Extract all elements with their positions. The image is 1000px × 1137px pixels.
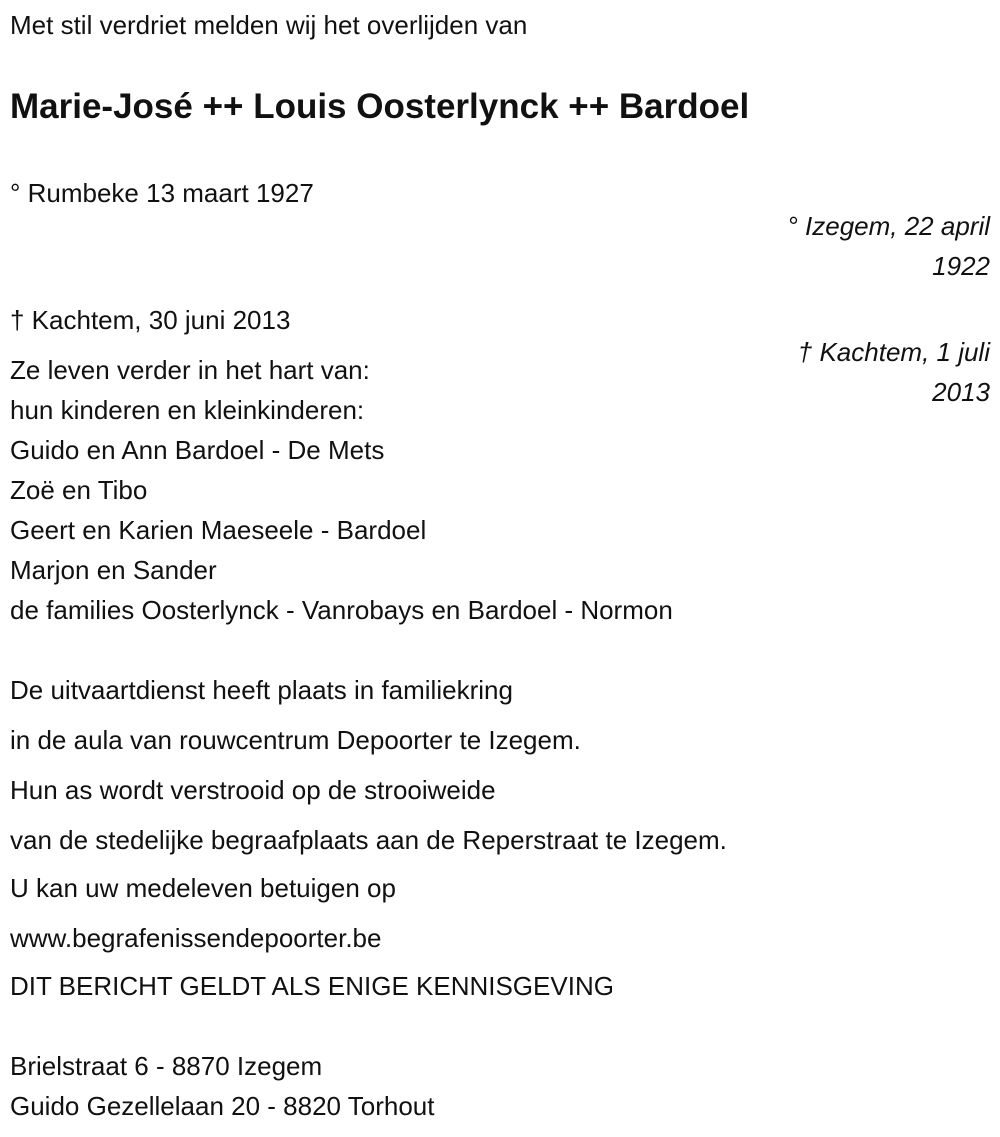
address-line: Guido Gezellelaan 20 - 8820 Torhout [10,1091,435,1121]
service-line: U kan uw medeleven betuigen op [10,873,396,903]
birth-date-left: ° Rumbeke 13 maart 1927 [10,178,314,208]
intro-text: Met stil verdriet melden wij het overlijden van [10,10,528,40]
family-line: de families Oosterlynck - Vanrobays en Bardoel - Normon [10,595,673,625]
birth-year-right: 1922 [932,251,990,281]
death-date-right: † Kachtem, 1 juli [797,337,990,367]
website-link[interactable]: www.begrafenissendepoorter.be [10,923,382,953]
page-title: Marie-José ++ Louis Oosterlynck ++ Bardoel [10,87,750,126]
service-line: De uitvaartdienst heeft plaats in familiekring [10,675,513,705]
address-line: Brielstraat 6 - 8870 Izegem [10,1051,323,1081]
family-line: hun kinderen en kleinkinderen: [10,395,365,425]
service-line: in de aula van rouwcentrum Depoorter te Izegem. [10,725,581,755]
family-line: Zoë en Tibo [10,475,148,505]
service-line: Hun as wordt verstrooid op de strooiweide [10,775,496,805]
family-line: Guido en Ann Bardoel - De Mets [10,435,385,465]
death-year-right: 2013 [932,377,990,407]
notice-line: DIT BERICHT GELDT ALS ENIGE KENNISGEVING [10,971,614,1001]
birth-date-right: ° Izegem, 22 april [787,211,990,241]
family-line: Geert en Karien Maeseele - Bardoel [10,515,427,545]
service-line: van de stedelijke begraafplaats aan de Reperstraat te Izegem. [10,825,727,855]
family-line: Marjon en Sander [10,555,217,585]
family-line: Ze leven verder in het hart van: [10,355,370,385]
death-date-left: † Kachtem, 30 juni 2013 [10,305,291,335]
